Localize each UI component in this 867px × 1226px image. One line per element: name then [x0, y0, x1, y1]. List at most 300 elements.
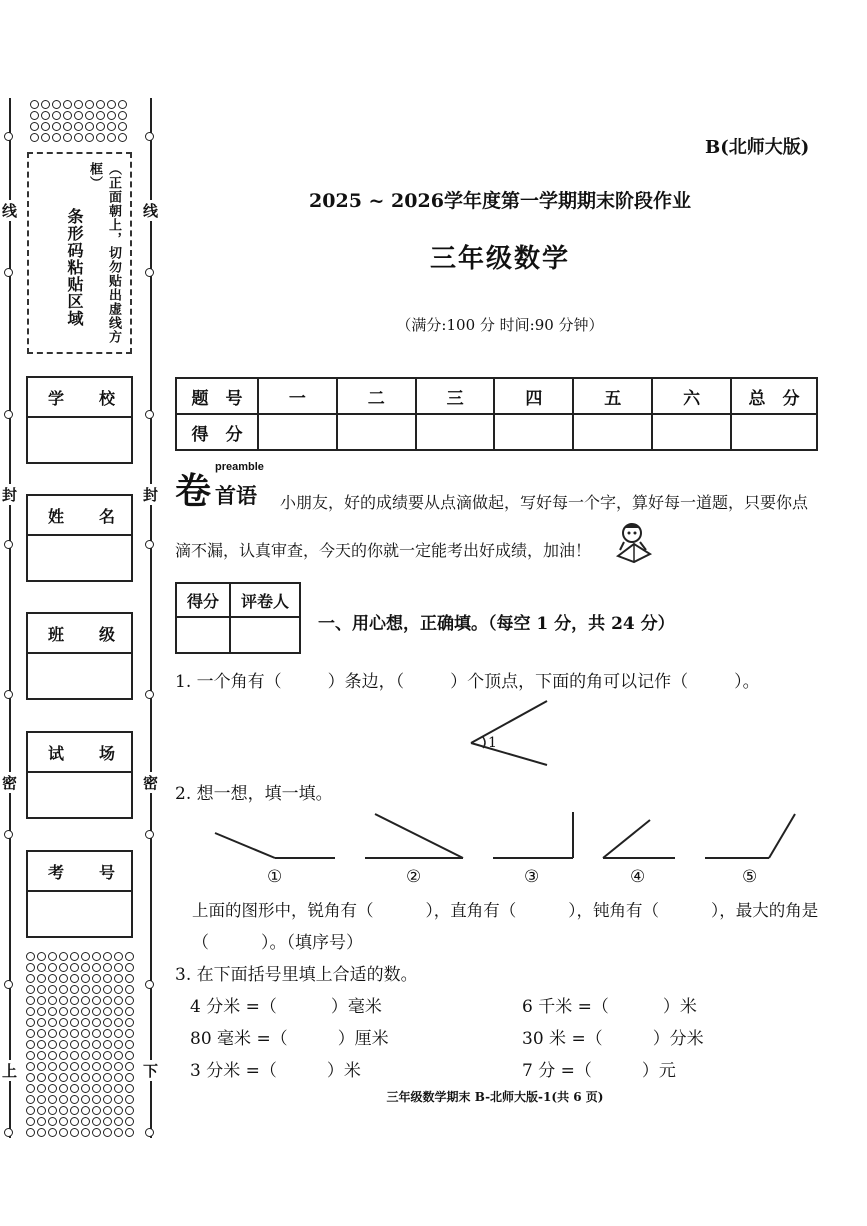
question-1	[175, 667, 760, 692]
binding-ring	[4, 132, 13, 141]
dot	[63, 100, 72, 109]
question-2-line-1	[192, 897, 818, 921]
class-field[interactable]	[26, 612, 133, 700]
dot	[26, 1117, 35, 1126]
preamble-line-1: 小朋友，好的成绩要从点滴做起，写好每一个字，算好每一道题，只要你点	[280, 493, 809, 512]
dot-pattern-top	[30, 100, 127, 142]
row-label: 得 分	[176, 414, 258, 450]
question-text: 6 千米 =（	[522, 997, 609, 1017]
dot	[30, 133, 39, 142]
dot	[103, 996, 112, 1005]
dot	[81, 1029, 90, 1038]
dot	[37, 985, 46, 994]
dot	[103, 1062, 112, 1071]
dot	[26, 996, 35, 1005]
field-label: 考	[48, 862, 65, 882]
dot	[70, 963, 79, 972]
question-text: ）。（填序号）	[261, 933, 363, 953]
dot	[41, 122, 50, 131]
dot	[103, 1106, 112, 1115]
dot	[48, 1007, 57, 1016]
dot	[70, 952, 79, 961]
dot	[114, 963, 123, 972]
dot	[41, 133, 50, 142]
dot	[96, 133, 105, 142]
dot	[81, 952, 90, 961]
school-field[interactable]	[26, 376, 133, 464]
dot	[114, 1040, 123, 1049]
dot	[70, 974, 79, 983]
dot	[118, 111, 127, 120]
question-text: ）米	[326, 1061, 361, 1081]
binding-char: 密	[2, 774, 18, 792]
dot	[103, 1007, 112, 1016]
question-text: ）米	[662, 997, 697, 1017]
dot	[37, 963, 46, 972]
question-3-prompt: 3. 在下面括号里填上合适的数。	[175, 965, 418, 985]
dot	[81, 963, 90, 972]
binding-char: 封	[143, 486, 159, 504]
figure-label: ①	[267, 867, 283, 887]
dot	[26, 1051, 35, 1060]
dot	[26, 1029, 35, 1038]
question-text: ）分米	[652, 1029, 704, 1049]
grader-reviewer-label: 评卷人	[230, 583, 300, 617]
score-cell[interactable]	[337, 414, 416, 450]
column-header: 五	[573, 378, 652, 414]
dot	[92, 1018, 101, 1027]
dot	[125, 1029, 134, 1038]
dot	[125, 1106, 134, 1115]
dot	[114, 996, 123, 1005]
binding-char: 线	[2, 202, 18, 220]
dot	[92, 1062, 101, 1071]
dot-pattern-bottom	[26, 952, 134, 1137]
dot	[85, 133, 94, 142]
dot	[74, 100, 83, 109]
dot	[59, 974, 68, 983]
preamble-tag: preamble	[215, 461, 264, 473]
dot	[37, 1062, 46, 1071]
exam-room-field[interactable]	[26, 731, 133, 819]
dot	[92, 1128, 101, 1137]
dot	[92, 985, 101, 994]
dot	[81, 1073, 90, 1082]
dot	[59, 1106, 68, 1115]
question-text: 30 米 =（	[522, 1029, 603, 1049]
dot	[70, 1062, 79, 1071]
dot	[81, 985, 90, 994]
dot	[30, 122, 39, 131]
dot	[107, 133, 116, 142]
figure-label: ③	[524, 867, 540, 887]
dot	[114, 1117, 123, 1126]
grader-score-cell[interactable]	[176, 617, 230, 653]
dot	[81, 1007, 90, 1016]
dot	[52, 100, 61, 109]
binding-ring	[145, 690, 154, 699]
dot	[103, 974, 112, 983]
dot	[81, 1018, 90, 1027]
figure-label: ⑤	[742, 867, 758, 887]
dot	[81, 1128, 90, 1137]
dot	[118, 122, 127, 131]
dot	[70, 985, 79, 994]
dot	[92, 996, 101, 1005]
dot	[48, 1051, 57, 1060]
dot	[48, 985, 57, 994]
question-text: 7 分 =（	[522, 1061, 592, 1081]
dot	[59, 1029, 68, 1038]
dot	[48, 963, 57, 972]
dot	[125, 1007, 134, 1016]
dot	[114, 1051, 123, 1060]
dot	[125, 1040, 134, 1049]
field-label: 试	[48, 743, 65, 763]
dot	[59, 952, 68, 961]
dot	[70, 1029, 79, 1038]
score-cell[interactable]	[258, 414, 337, 450]
dot	[92, 1040, 101, 1049]
question-text: ），直角有（	[425, 901, 517, 920]
dot	[81, 974, 90, 983]
barcode-note: （正面朝上，切勿贴出虚线方框）	[87, 162, 121, 344]
dot	[59, 1062, 68, 1071]
dot	[26, 1106, 35, 1115]
dot	[114, 1007, 123, 1016]
dot	[74, 111, 83, 120]
angle-figure	[465, 697, 555, 769]
preamble-char: 卷	[175, 470, 212, 512]
dot	[59, 1117, 68, 1126]
question-text: ）元	[641, 1061, 676, 1081]
dot	[48, 1106, 57, 1115]
dot	[125, 996, 134, 1005]
dot	[48, 1128, 57, 1137]
dot	[48, 974, 57, 983]
dot	[81, 1062, 90, 1071]
page-footer: 三年级数学期末 B-北师大版-1(共 6 页)	[386, 1090, 604, 1104]
dot	[125, 1117, 134, 1126]
grader-reviewer-cell[interactable]	[230, 617, 300, 653]
dot	[125, 974, 134, 983]
score-cell[interactable]	[731, 414, 817, 450]
binding-char: 上	[2, 1062, 18, 1080]
dot	[114, 974, 123, 983]
dot	[92, 1051, 101, 1060]
conversion-item	[190, 992, 382, 1017]
column-header: 三	[416, 378, 495, 414]
dot	[37, 1117, 46, 1126]
column-header: 六	[652, 378, 731, 414]
column-header: 二	[337, 378, 416, 414]
dot	[59, 1040, 68, 1049]
dot	[37, 974, 46, 983]
dot	[63, 133, 72, 142]
field-label: 场	[98, 743, 115, 763]
dot	[48, 1018, 57, 1027]
dot	[125, 963, 134, 972]
dot	[48, 1073, 57, 1082]
dot	[96, 111, 105, 120]
grader-score-label: 得分	[176, 583, 230, 617]
dot	[48, 1040, 57, 1049]
dot	[37, 996, 46, 1005]
question-text: 3 分米 =（	[190, 1061, 277, 1081]
dot	[63, 111, 72, 120]
binding-ring	[145, 132, 154, 141]
edition-label: B(北师大版)	[705, 137, 810, 158]
dot	[92, 974, 101, 983]
dot	[26, 1128, 35, 1137]
dot	[41, 100, 50, 109]
question-text: ），最大的角是	[711, 901, 819, 920]
dot	[92, 1007, 101, 1016]
dot	[37, 1007, 46, 1016]
binding-ring	[145, 1128, 154, 1137]
dot	[125, 1128, 134, 1137]
exam-number-field[interactable]	[26, 850, 133, 938]
dot	[81, 1051, 90, 1060]
binding-ring	[4, 830, 13, 839]
dot	[103, 952, 112, 961]
dot	[59, 963, 68, 972]
score-cell[interactable]	[494, 414, 573, 450]
conversion-item	[190, 1056, 361, 1081]
dot	[48, 1029, 57, 1038]
dot	[70, 1007, 79, 1016]
dot	[26, 1007, 35, 1016]
angle-figures	[205, 808, 805, 864]
student-reading-icon	[610, 520, 656, 564]
dot	[59, 1018, 68, 1027]
preamble-sub: 首语	[215, 483, 257, 508]
question-text: 4 分米 =（	[190, 997, 277, 1017]
dot	[26, 974, 35, 983]
dot	[70, 1106, 79, 1115]
dot	[107, 122, 116, 131]
dot	[125, 952, 134, 961]
dot	[114, 1018, 123, 1027]
dot	[26, 963, 35, 972]
conversion-item	[522, 992, 697, 1017]
dot	[114, 1128, 123, 1137]
dot	[74, 122, 83, 131]
dot	[70, 1018, 79, 1027]
subject-title: 三年级数学	[429, 244, 570, 274]
dot	[114, 952, 123, 961]
dot	[81, 1040, 90, 1049]
dot	[59, 1051, 68, 1060]
dot	[59, 1073, 68, 1082]
dot	[103, 1073, 112, 1082]
dot	[30, 100, 39, 109]
dot	[85, 122, 94, 131]
conversion-item	[522, 1056, 676, 1081]
binding-ring	[4, 690, 13, 699]
dot	[118, 100, 127, 109]
dot	[125, 1062, 134, 1071]
dot	[125, 1051, 134, 1060]
dot	[74, 133, 83, 142]
dot	[37, 1051, 46, 1060]
dot	[37, 1106, 46, 1115]
question-text: ）条边，（	[327, 672, 405, 692]
dot	[26, 1062, 35, 1071]
dot	[103, 1029, 112, 1038]
dot	[48, 952, 57, 961]
dot	[70, 996, 79, 1005]
dot	[92, 1073, 101, 1082]
dot	[107, 100, 116, 109]
field-label: 号	[98, 862, 115, 882]
binding-ring	[145, 830, 154, 839]
dot	[30, 111, 39, 120]
dot	[125, 1018, 134, 1027]
question-text: 1. 一个角有（	[175, 672, 282, 692]
column-header: 总 分	[731, 378, 817, 414]
binding-ring	[4, 540, 13, 549]
dot	[59, 996, 68, 1005]
name-field[interactable]	[26, 494, 133, 582]
binding-ring	[4, 410, 13, 419]
dot	[85, 111, 94, 120]
score-cell[interactable]	[652, 414, 731, 450]
dot	[52, 122, 61, 131]
question-text: ）毫米	[330, 997, 382, 1017]
dot	[92, 963, 101, 972]
score-cell[interactable]	[573, 414, 652, 450]
dot	[48, 1117, 57, 1126]
dot	[26, 1073, 35, 1082]
binding-ring	[145, 980, 154, 989]
dot	[125, 1073, 134, 1082]
column-header: 一	[258, 378, 337, 414]
binding-ring	[145, 540, 154, 549]
dot	[118, 133, 127, 142]
question-2-prompt: 2. 想一想，填一填。	[175, 784, 333, 804]
dot	[59, 1128, 68, 1137]
dot	[26, 985, 35, 994]
dot	[81, 996, 90, 1005]
dot	[81, 1117, 90, 1126]
dot	[114, 1106, 123, 1115]
dot	[103, 1128, 112, 1137]
dot	[103, 963, 112, 972]
dot	[48, 996, 57, 1005]
angle-label: 1	[488, 735, 497, 751]
dot	[37, 1128, 46, 1137]
barcode-title: 条形码粘贴区域	[65, 208, 84, 327]
preamble-line-2: 滴不漏，认真审查，今天的你就一定能考出好成绩，加油！	[175, 541, 592, 560]
binding-ring	[4, 1128, 13, 1137]
dot	[70, 1051, 79, 1060]
figure-label: ②	[406, 867, 422, 887]
dot	[92, 1106, 101, 1115]
field-label: 级	[98, 624, 115, 644]
dot	[114, 1029, 123, 1038]
dot	[37, 1073, 46, 1082]
dot	[103, 1117, 112, 1126]
binding-char: 下	[143, 1062, 159, 1080]
dot	[103, 1040, 112, 1049]
conversion-item	[190, 1024, 389, 1049]
grader-table	[175, 582, 301, 654]
dot	[70, 1128, 79, 1137]
dot	[52, 133, 61, 142]
dot	[107, 111, 116, 120]
dot	[41, 111, 50, 120]
dot	[96, 122, 105, 131]
score-cell[interactable]	[416, 414, 495, 450]
dot	[125, 985, 134, 994]
dot	[59, 985, 68, 994]
dot	[70, 1073, 79, 1082]
question-2-line-2	[192, 928, 363, 953]
field-label: 名	[98, 506, 115, 526]
conversion-item	[522, 1024, 704, 1049]
dot	[103, 985, 112, 994]
question-text: ）。	[734, 672, 760, 692]
dot	[59, 1007, 68, 1016]
score-table	[175, 377, 818, 451]
dot	[92, 1117, 101, 1126]
dot	[103, 1051, 112, 1060]
binding-ring	[145, 410, 154, 419]
figure-label: ④	[630, 867, 646, 887]
field-label: 姓	[48, 506, 65, 526]
question-text: （	[192, 933, 209, 953]
field-label: 班	[48, 624, 65, 644]
question-text: ）个顶点，下面的角可以记作（	[450, 672, 689, 692]
dot	[37, 1029, 46, 1038]
dot	[96, 100, 105, 109]
binding-char: 封	[2, 486, 18, 504]
field-label: 学	[48, 388, 65, 408]
dot	[70, 1040, 79, 1049]
row-label: 题 号	[176, 378, 258, 414]
dot	[63, 122, 72, 131]
column-header: 四	[494, 378, 573, 414]
binding-char: 线	[143, 202, 159, 220]
question-text: ）厘米	[337, 1029, 389, 1049]
score-time-info: （满分:100 分 时间:90 分钟）	[396, 316, 604, 334]
dot	[114, 1073, 123, 1082]
dot	[52, 111, 61, 120]
binding-char: 密	[143, 774, 159, 792]
binding-ring	[4, 980, 13, 989]
dot	[85, 100, 94, 109]
dot	[92, 952, 101, 961]
dot	[81, 1106, 90, 1115]
dot	[92, 1029, 101, 1038]
dot	[103, 1018, 112, 1027]
question-text: ），钝角有（	[568, 901, 659, 920]
dot	[114, 1062, 123, 1071]
dot	[114, 985, 123, 994]
term-title: 2025 ~ 2026学年度第一学期期末阶段作业	[309, 190, 691, 212]
dot	[48, 1062, 57, 1071]
dot	[37, 952, 46, 961]
field-label: 校	[98, 388, 115, 408]
question-text: 上面的图形中，锐角有（	[192, 901, 374, 920]
dot	[37, 1040, 46, 1049]
dot	[70, 1117, 79, 1126]
dot	[26, 1040, 35, 1049]
section-1-heading: 一、用心想，正确填。（每空 1 分，共 24 分）	[318, 614, 675, 634]
dot	[26, 1018, 35, 1027]
dot	[37, 1018, 46, 1027]
